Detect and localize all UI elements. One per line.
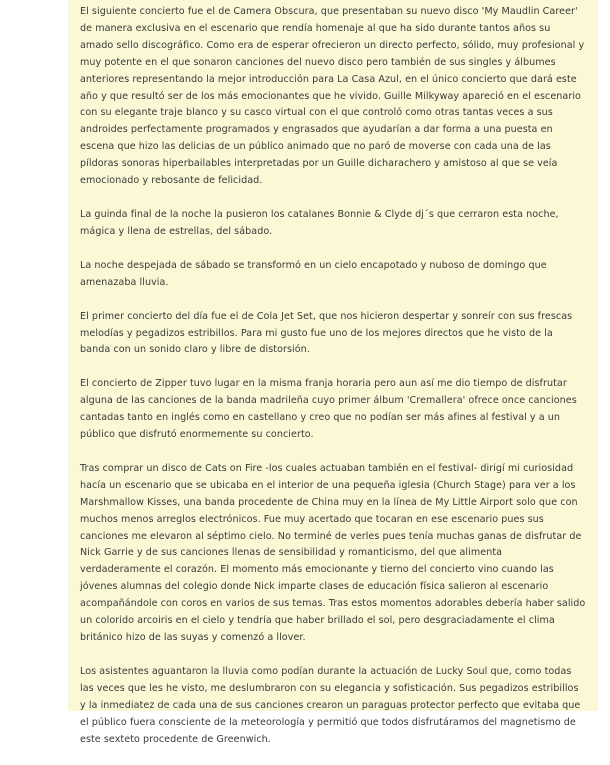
article-body	[80, 4, 586, 765]
paragraph-camera-obscura: El siguiente concierto fue el de Camera Obscura, que presentaban su nuevo disco 'My Maudlin Career' de manera exclusiva en el escenario que rendía homenaje al que ha sido durante tantos años su amado sello discográfico. Como era de esperar ofrecieron un directo perfecto, sólido, muy profesional y muy potente en el que sonaron canciones del nuevo disco pero también de sus singles y álbumes anteriores representando la mejor introducción para La Casa Azul, en el único concierto que dará este año y que resultó ser de los más emocionantes que he vivido. Guille Milkyway apareció en el escenario con su elegante traje blanco y su casco virtual con el que controló como otras tantas veces a sus androides perfectamente programados y engrasados que ayudarían a dar forma a una puesta en escena que hizo las delicias de un público animado que no paró de moverse con cada una de las píldoras sonoras hiperbailables interpretadas por un Guille dicharachero y amistoso al que se veía emocionado y rebosante de felicidad.	[80, 6, 585, 187]
article-page	[68, 0, 598, 745]
paragraph-lucky-soul: Los asistentes aguantaron la lluvia como podían durante la actuación de Lucky Soul que, como todas las veces que les he visto, me deslumbraron con su elegancia y sofisticación. Sus pegadizos estribillos y la inmediatez de cada una de sus canciones crearon un paraguas protector perfecto que evitaba que el público fuera consciente de la meteorología y permitió que todos disfrutáramos del magnetismo de este sexteto procedente de Greenwich.	[80, 665, 581, 745]
paragraph-zipper: El concierto de Zipper tuvo lugar en la misma franja horaria pero aun así me dio tiempo de disfrutar alguna de las canciones de la banda madrileña cuyo primer álbum 'Cremallera' ofrece once canciones cantadas tanto en inglés como en castellano y creo que no podían ser más afines al festival y a un público que disfrutó enormemente su concierto.	[80, 378, 577, 441]
paragraph-cola-jet-set: El primer concierto del día fue el de Cola Jet Set, que nos hicieron despertar y sonreír con sus frescas melodías y pegadizos estribillos. Para mi gusto fue uno de los mejores directos que he visto de la banda con un sonido claro y libre de distorsión.	[80, 310, 573, 356]
paragraph-sunday-weather: La noche despejada de sábado se transformó en un cielo encapotado y nuboso de domingo que amenazaba lluvia.	[80, 259, 547, 288]
paragraph-marshmallow-kisses: Tras comprar un disco de Cats on Fire -los cuales actuaban también en el festival- dirigí mi curiosidad hacía un escenario que se ubicaba en el interior de una pequeña iglesia (Church Stage) para ver a los Marshmallow Kisses, una banda procedente de China muy en la línea de My Little Airport solo que con muchos menos arreglos electrónicos. Fue muy acertado que tocaran en ese escenario pues sus canciones me elevaron al séptimo cielo. No terminé de verles pues tenía muchas ganas de disfrutar de Nick Garrie y de sus canciones llenas de sensibilidad y romanticismo, del que alimenta verdaderamente el corazón. El momento más emocionante y tierno del concierto vino cuando las jóvenes alumnas del colegio donde Nick imparte clases de educación física salieron al escenario acompañándole con coros en varios de sus temas. Tras estos momentos adorables debería haber salido un colorido arcoiris en el cielo y tendría que haber brillado el sol, pero desgraciadamente el clima británico hizo de las suyas y comenzó a llover.	[80, 462, 586, 643]
paragraph-bonnie-clyde: La guinda final de la noche la pusieron los catalanes Bonnie & Clyde dj´s que cerraron esta noche, mágica y llena de estrellas, del sábado.	[80, 208, 559, 237]
